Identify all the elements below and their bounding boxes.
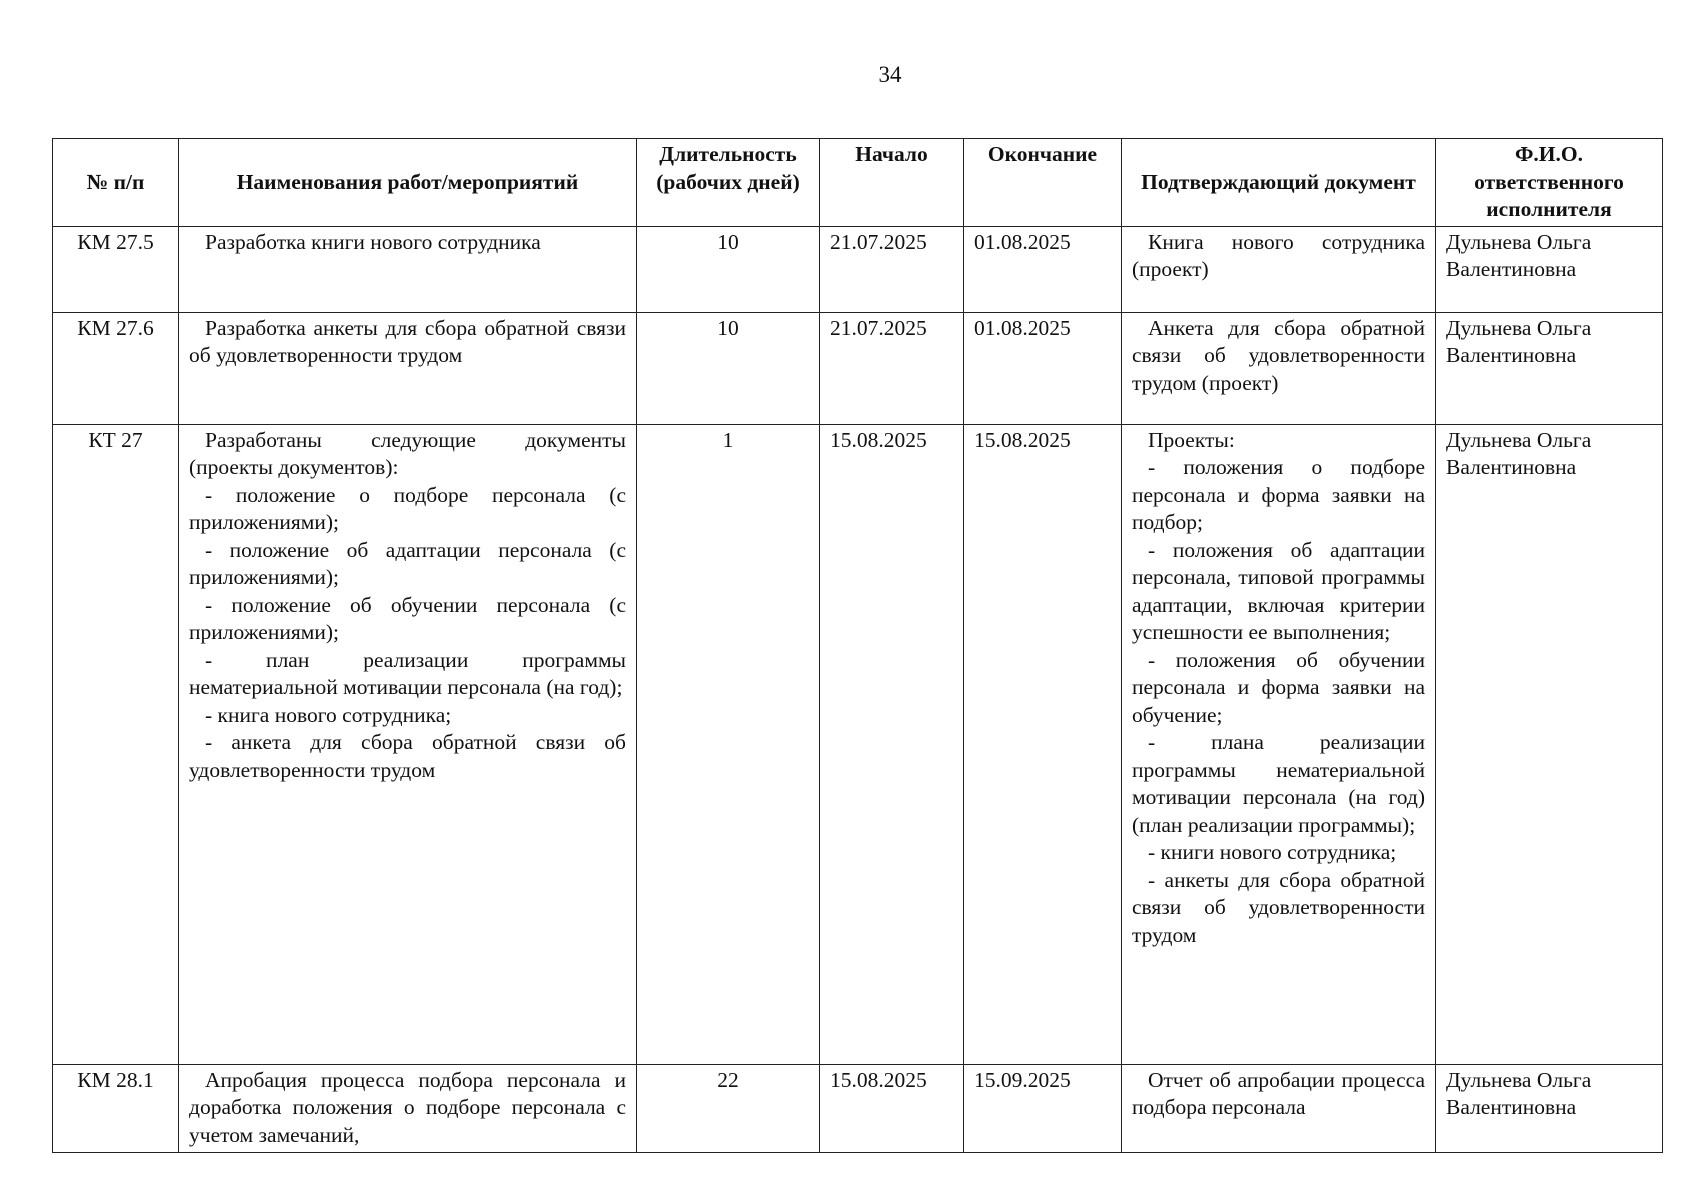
row-end: 01.08.2025 (964, 312, 1122, 424)
row-start: 15.08.2025 (820, 1064, 964, 1152)
row-document-line: Проекты: (1148, 427, 1235, 452)
row-document-line: - положения об адаптации персонала, типовой программы адаптации, включая критерии успешности ее выполнения; (1132, 537, 1425, 644)
row-name-line: - план реализации программы нематериальной мотивации персонала (на год); (189, 647, 626, 699)
row-duration: 10 (637, 226, 820, 312)
row-document-line: - положения о подборе персонала и форма заявки на подбор; (1132, 455, 1425, 534)
row-document (1122, 226, 1436, 312)
row-num: КМ 27.6 (53, 312, 179, 424)
row-responsible: Дульнева Ольга Валентиновна (1436, 312, 1663, 424)
header-start: Начало (820, 139, 964, 227)
header-end: Окончание (964, 139, 1122, 227)
row-name (179, 424, 637, 1064)
row-name-line: Разработаны следующие документы (проекты документов): (189, 427, 626, 479)
row-document-line: - плана реализации программы нематериальной мотивации персонала (на год) (план реализации программы); (1132, 730, 1425, 837)
row-name-line: - книга нового сотрудника; (205, 702, 452, 727)
row-duration: 10 (637, 312, 820, 424)
row-duration: 22 (637, 1064, 820, 1152)
row-end: 15.09.2025 (964, 1064, 1122, 1152)
row-document (1122, 1064, 1436, 1152)
row-num: КМ 28.1 (53, 1064, 179, 1152)
table-row (53, 424, 1663, 1064)
row-name (179, 312, 637, 424)
header-document: Подтверждающий документ (1122, 139, 1436, 227)
row-document-line: - положения об обучении персонала и форма заявки на обучение; (1132, 647, 1425, 727)
row-start: 21.07.2025 (820, 226, 964, 312)
row-end: 01.08.2025 (964, 226, 1122, 312)
table-row (53, 1064, 1663, 1152)
row-num: КТ 27 (53, 424, 179, 1064)
row-responsible: Дульнева Ольга Валентиновна (1436, 424, 1663, 1064)
header-responsible: Ф.И.О. ответственного исполнителя (1436, 139, 1663, 227)
row-responsible: Дульнева Ольга Валентиновна (1436, 226, 1663, 312)
table-row (53, 312, 1663, 424)
work-schedule-table (52, 138, 1663, 1153)
row-responsible: Дульнева Ольга Валентиновна (1436, 1064, 1663, 1152)
row-end: 15.08.2025 (964, 424, 1122, 1064)
row-duration: 1 (637, 424, 820, 1064)
row-name-line: Разработка анкеты для сбора обратной связи об удовлетворенности трудом (189, 315, 626, 367)
row-name (179, 1064, 637, 1152)
header-row (53, 139, 1663, 227)
table-row (53, 226, 1663, 312)
row-document-line: Книга нового сотрудника (проект) (1132, 229, 1425, 281)
row-document-line: - анкеты для сбора обратной связи об удовлетворенности трудом (1132, 867, 1425, 947)
row-num: КМ 27.5 (53, 226, 179, 312)
row-name-line: - анкета для сбора обратной связи об удовлетворенности трудом (189, 730, 626, 782)
row-document-line: Отчет об апробации процесса подбора персонала (1132, 1067, 1425, 1119)
header-name: Наименования работ/мероприятий (179, 139, 637, 227)
row-name-line: Апробация процесса подбора персонала и доработка положения о подборе персонала с учетом замечаний, (189, 1067, 626, 1147)
row-document-line: Анкета для сбора обратной связи об удовлетворенности трудом (проект) (1132, 315, 1425, 395)
header-duration: Длительность (рабочих дней) (637, 139, 820, 227)
row-name-line: - положение об обучении персонала (с приложениями); (189, 592, 626, 644)
row-start: 21.07.2025 (820, 312, 964, 424)
row-name-line: - положение о подборе персонала (с приложениями); (189, 482, 626, 534)
row-name-line: Разработка книги нового сотрудника (205, 229, 541, 254)
page-number: 34 (878, 62, 902, 87)
row-start: 15.08.2025 (820, 424, 964, 1064)
row-name (179, 226, 637, 312)
header-num: № п/п (53, 139, 179, 227)
row-document-line: - книги нового сотрудника; (1148, 840, 1397, 864)
row-document (1122, 312, 1436, 424)
row-document (1122, 424, 1436, 1064)
row-name-line: - положение об адаптации персонала (с приложениями); (189, 537, 626, 589)
